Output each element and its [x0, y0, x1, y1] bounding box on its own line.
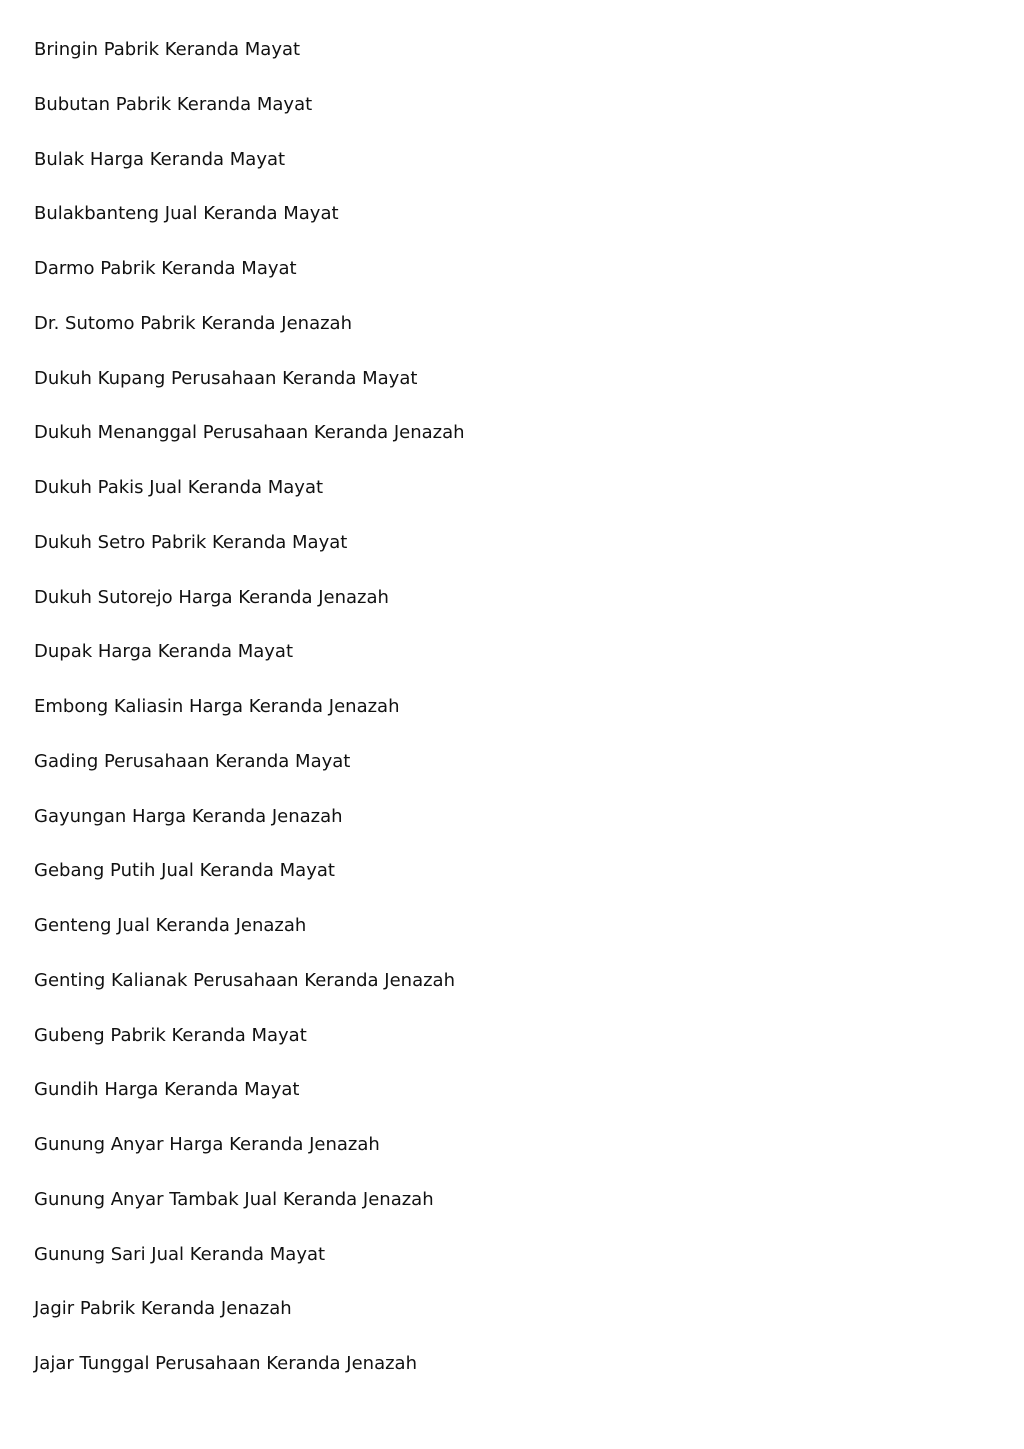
- list-item: Dupak Harga Keranda Mayat: [34, 641, 293, 663]
- list-item: Bubutan Pabrik Keranda Mayat: [34, 93, 313, 115]
- list-item: Jajar Tunggal Perusahaan Keranda Jenazah: [34, 1353, 417, 1374]
- list-item: Gunung Anyar Harga Keranda Jenazah: [34, 1134, 380, 1155]
- list-item: Dr. Sutomo Pabrik Keranda Jenazah: [34, 312, 352, 334]
- list-item: Dukuh Sutorejo Harga Keranda Jenazah: [34, 586, 389, 608]
- list-item: Genteng Jual Keranda Jenazah: [34, 915, 307, 936]
- list-item: Gunung Sari Jual Keranda Mayat: [34, 1243, 326, 1265]
- list-item: Darmo Pabrik Keranda Mayat: [34, 258, 297, 279]
- list-item: Gebang Putih Jual Keranda Mayat: [34, 860, 335, 882]
- list-item: Dukuh Kupang Perusahaan Keranda Mayat: [34, 367, 418, 389]
- list-item: Embong Kaliasin Harga Keranda Jenazah: [34, 696, 400, 717]
- list-item: Dukuh Pakis Jual Keranda Mayat: [34, 477, 324, 498]
- entry-list: [34, 37, 465, 1406]
- list-item: Genting Kalianak Perusahaan Keranda Jenazah: [34, 969, 455, 991]
- list-item: Gubeng Pabrik Keranda Mayat: [34, 1024, 307, 1046]
- list-item: Bringin Pabrik Keranda Mayat: [34, 39, 301, 60]
- list-item: Gading Perusahaan Keranda Mayat: [34, 750, 351, 772]
- list-item: Dukuh Setro Pabrik Keranda Mayat: [34, 531, 348, 553]
- list-item: Jagir Pabrik Keranda Jenazah: [34, 1298, 292, 1320]
- list-item: Dukuh Menanggal Perusahaan Keranda Jenazah: [34, 422, 465, 444]
- list-item: Bulak Harga Keranda Mayat: [34, 148, 286, 170]
- list-item: Gunung Anyar Tambak Jual Keranda Jenazah: [34, 1188, 434, 1210]
- list-item: Gundih Harga Keranda Mayat: [34, 1079, 300, 1101]
- list-item: Bulakbanteng Jual Keranda Mayat: [34, 203, 339, 225]
- list-item: Gayungan Harga Keranda Jenazah: [34, 805, 343, 827]
